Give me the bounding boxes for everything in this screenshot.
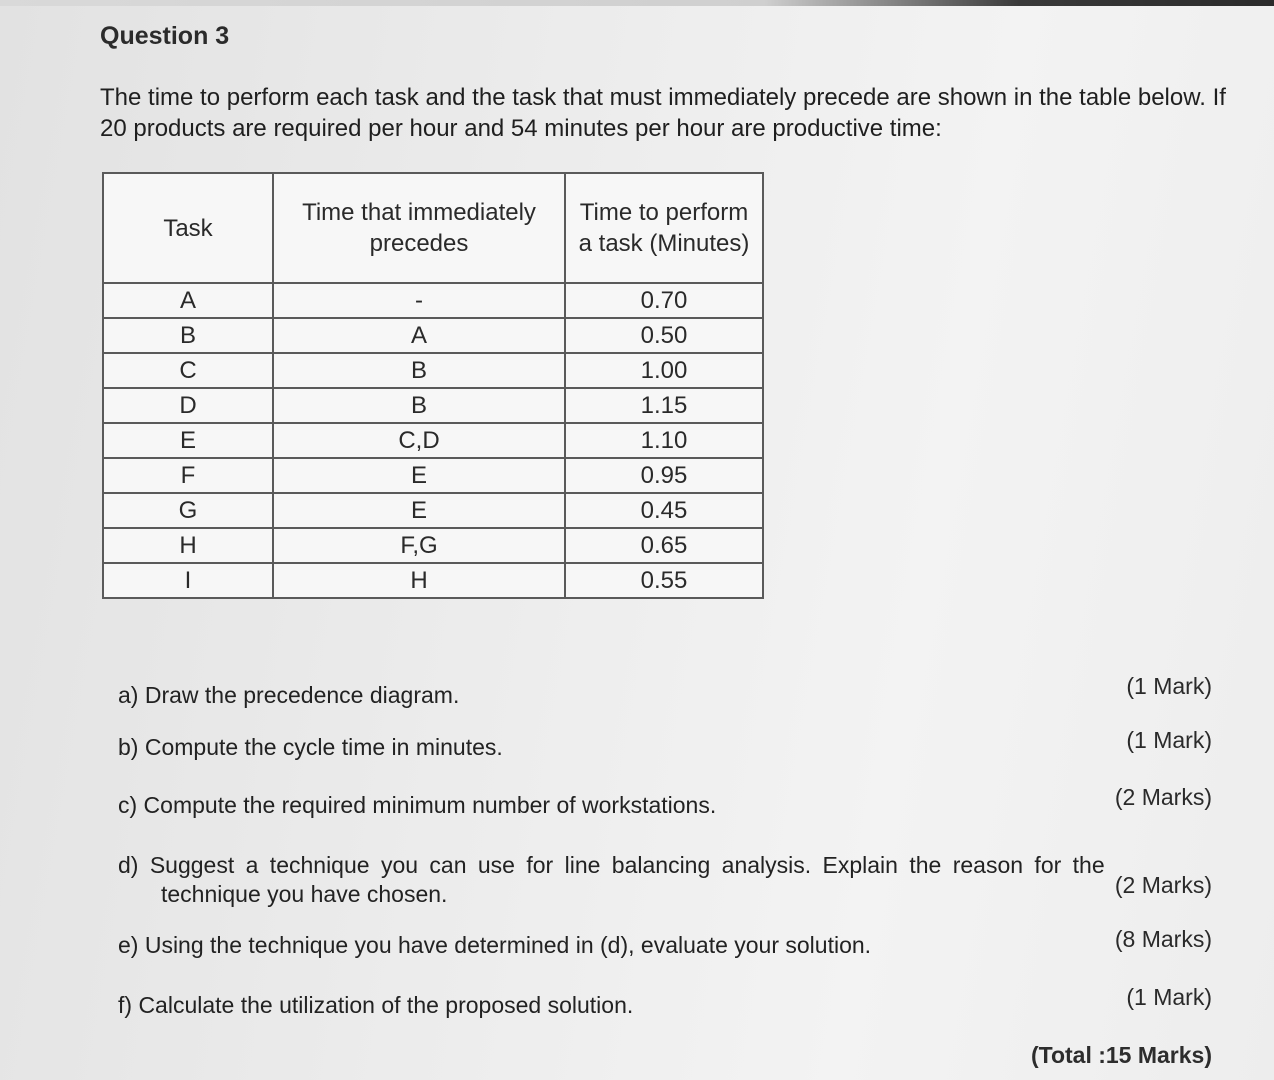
task-cell: B [103,318,273,353]
time-cell: 1.15 [565,388,763,423]
precedes-cell: B [273,388,565,423]
precedes-cell: - [273,283,565,318]
task-cell: F [103,458,273,493]
time-cell: 0.55 [565,563,763,598]
time-cell: 1.00 [565,353,763,388]
sub-question-marks: (8 Marks) [1114,926,1212,952]
sub-question-text: d) Suggest a technique you can use for line balancing analysis. Explain the reason for the [118,852,1105,878]
precedes-cell: E [273,458,565,493]
table-row [103,283,763,318]
sub-question-text: a) Draw the precedence diagram. [118,682,460,708]
sub-question-text-cont: technique you have chosen. [161,881,448,907]
sub-question-text: b) Compute the cycle time in minutes. [118,734,503,760]
question-intro: The time to perform each task and the task that must immediately precede are shown in the table below. If 20 products are required per hour and 54 minutes per hour are productive time: [100,84,1226,142]
table-row [103,493,763,528]
sub-question-text: c) Compute the required minimum number of workstations. [118,792,717,818]
time-cell: 1.10 [565,423,763,458]
time-cell: 0.95 [565,458,763,493]
header-precedes-label: Time that immediately precedes [302,199,536,257]
sub-question-marks: (1 Mark) [1126,727,1212,753]
task-cell: D [103,388,273,423]
header-time [565,173,763,283]
table-row [103,528,763,563]
table-row [103,318,763,353]
sub-question-text: e) Using the technique you have determined in (d), evaluate your solution. [118,932,872,958]
header-time-label: Time to perform a task (Minutes) [578,199,750,257]
table-row [103,423,763,458]
time-cell: 0.50 [565,318,763,353]
precedes-cell: C,D [273,423,565,458]
precedes-cell: F,G [273,528,565,563]
top-edge-bar [0,0,1274,6]
task-cell: C [103,353,273,388]
task-table [102,172,764,599]
task-cell: H [103,528,273,563]
header-task: Task [103,173,273,283]
sub-question-marks: (1 Mark) [1126,984,1212,1010]
precedes-cell: B [273,353,565,388]
precedes-cell: E [273,493,565,528]
question-title: Question 3 [100,22,230,50]
precedes-cell: A [273,318,565,353]
sub-question-marks: (1 Mark) [1126,673,1212,699]
sub-question-marks: (2 Marks) [1114,872,1212,898]
header-precedes [273,173,565,283]
table-header-row [103,173,763,283]
time-cell: 0.70 [565,283,763,318]
time-cell: 0.45 [565,493,763,528]
task-cell: E [103,423,273,458]
total-marks: (Total :15 Marks) [1030,1042,1212,1068]
task-cell: A [103,283,273,318]
sub-question-marks: (2 Marks) [1114,784,1212,810]
table-row [103,458,763,493]
table-row [103,388,763,423]
sub-question-text: f) Calculate the utilization of the proposed solution. [118,992,634,1018]
table-row [103,563,763,598]
time-cell: 0.65 [565,528,763,563]
table-row [103,353,763,388]
task-cell: G [103,493,273,528]
task-cell: I [103,563,273,598]
precedes-cell: H [273,563,565,598]
